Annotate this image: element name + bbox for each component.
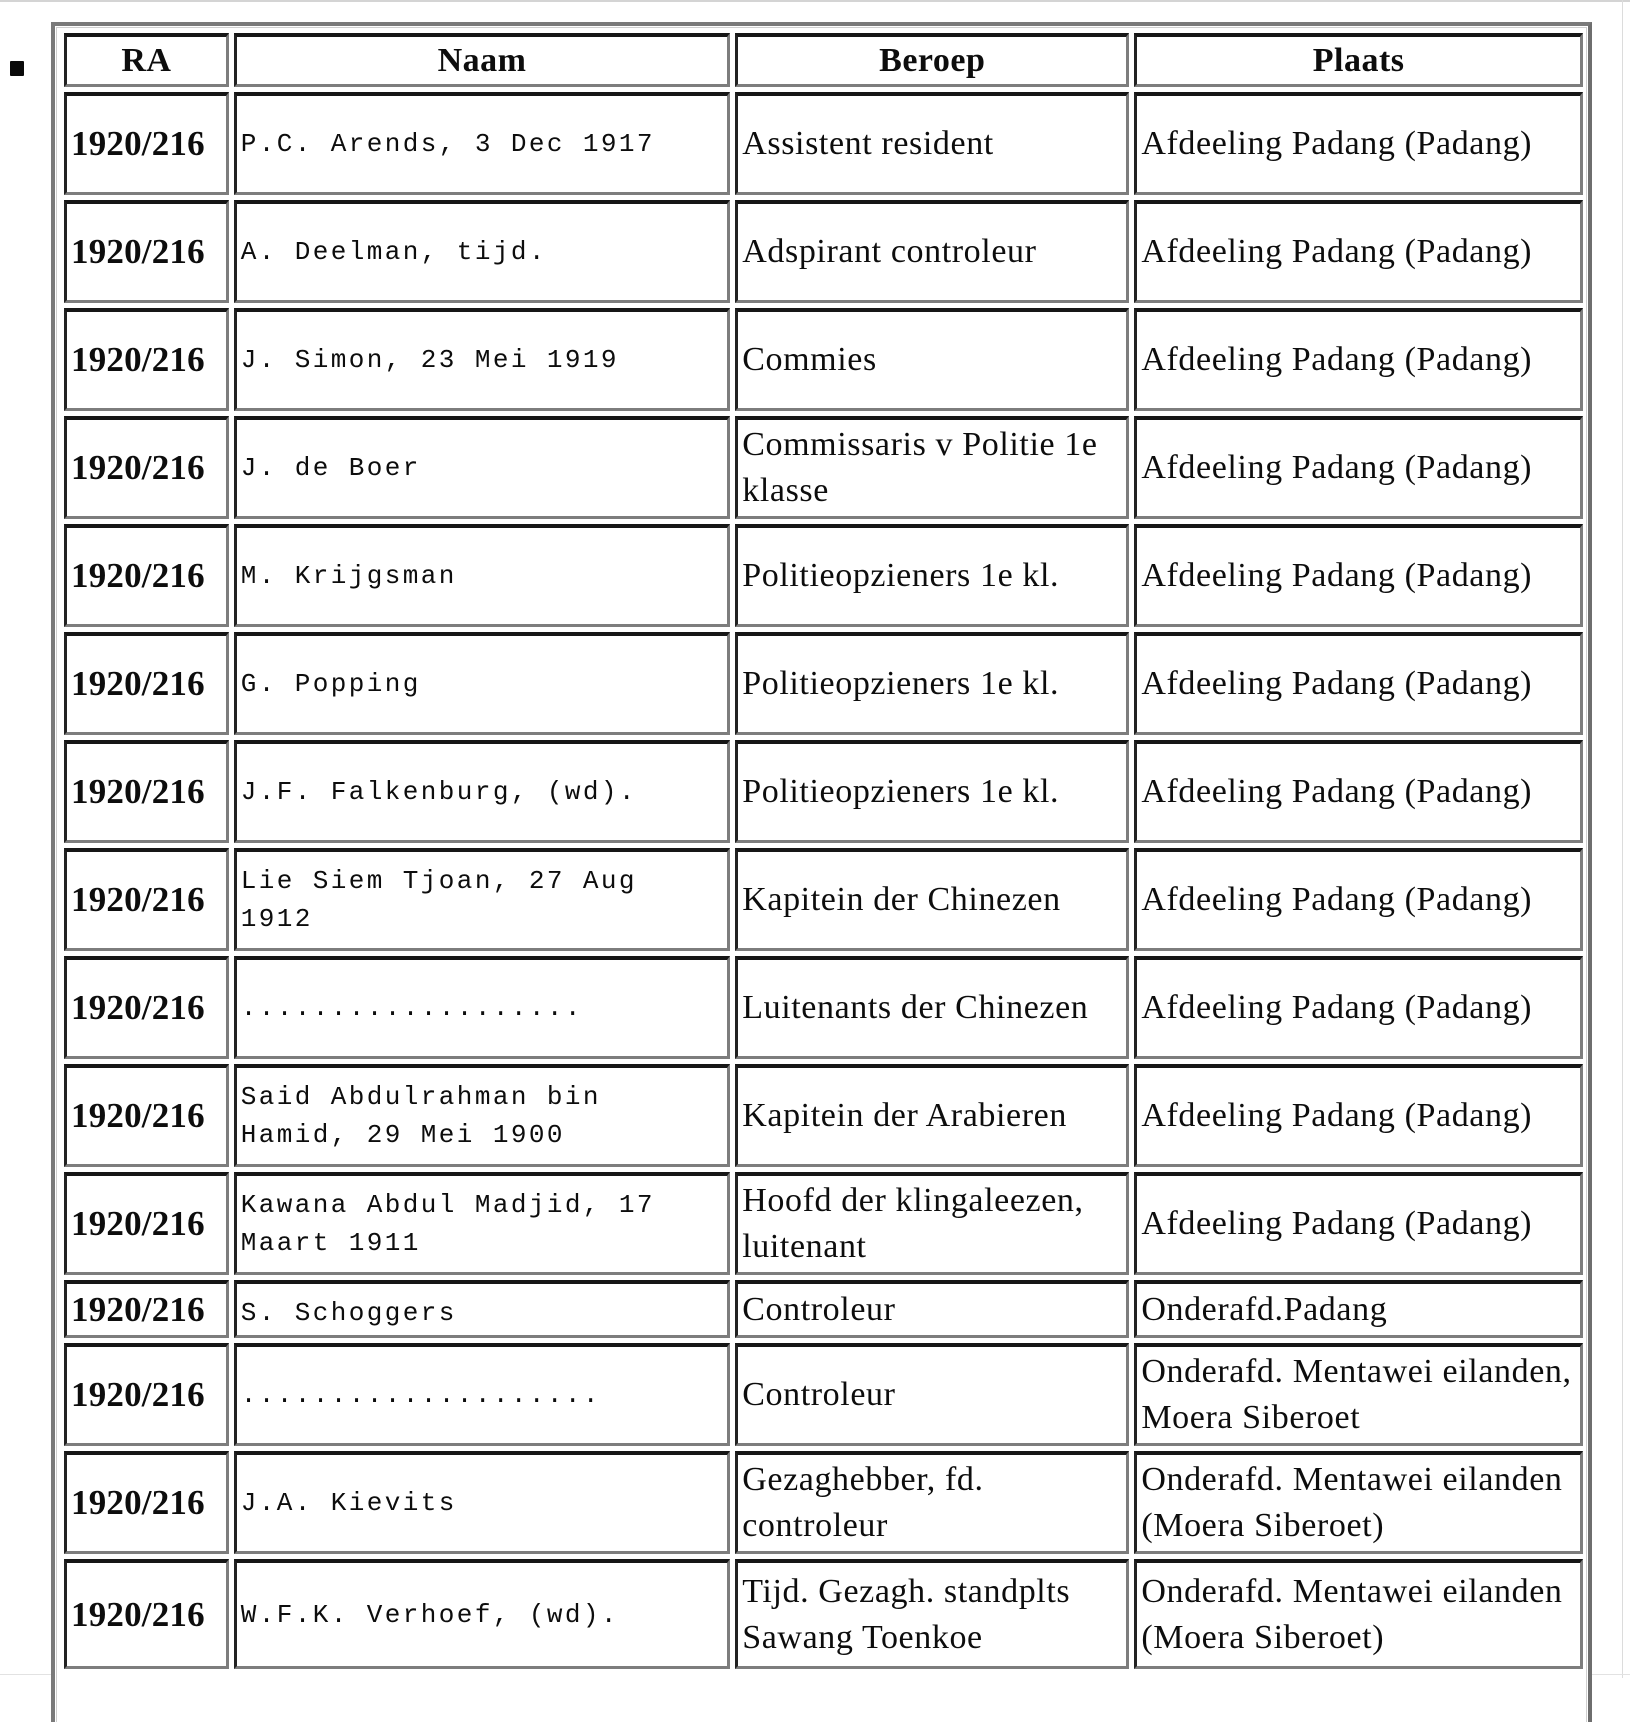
table-row: [64, 1451, 1583, 1554]
table-row: [64, 1280, 1583, 1338]
cell-ra: 1920/216: [64, 848, 229, 951]
cell-ra: 1920/216: [64, 92, 229, 195]
cell-beroep: Politieopzieners 1e kl.: [735, 524, 1129, 627]
table-row: [64, 524, 1583, 627]
cell-beroep: Gezaghebber, fd. controleur: [735, 1451, 1129, 1554]
cell-naam: W.F.K. Verhoef, (wd).: [234, 1559, 730, 1669]
cell-ra: 1920/216: [64, 1343, 229, 1446]
cell-naam: M. Krijgsman: [234, 524, 730, 627]
cell-naam: A. Deelman, tijd.: [234, 200, 730, 303]
table-row: [64, 1064, 1583, 1167]
table-row: [64, 1343, 1583, 1446]
records-table-frame: [51, 22, 1592, 1722]
cell-ra: 1920/216: [64, 1064, 229, 1167]
cell-beroep: Politieopzieners 1e kl.: [735, 740, 1129, 843]
cell-ra: 1920/216: [64, 416, 229, 519]
page-frame-right: [1622, 0, 1623, 1678]
cell-naam: J. de Boer: [234, 416, 730, 519]
cell-ra: 1920/216: [64, 308, 229, 411]
table-row: [64, 1559, 1583, 1669]
cell-naam: Said Abdulrahman bin Hamid, 29 Mei 1900: [234, 1064, 730, 1167]
cell-naam: Kawana Abdul Madjid, 17 Maart 1911: [234, 1172, 730, 1275]
cell-beroep: Commissaris v Politie 1e klasse: [735, 416, 1129, 519]
cell-ra: 1920/216: [64, 1172, 229, 1275]
cell-plaats: Afdeeling Padang (Padang): [1134, 1064, 1583, 1167]
cell-naam: Lie Siem Tjoan, 27 Aug 1912: [234, 848, 730, 951]
table-row: [64, 416, 1583, 519]
cell-ra: 1920/216: [64, 1451, 229, 1554]
cell-naam: ...................: [234, 956, 730, 1059]
cell-plaats: Afdeeling Padang (Padang): [1134, 740, 1583, 843]
header-plaats: Plaats: [1134, 33, 1583, 87]
table-row: [64, 956, 1583, 1059]
cell-naam: J. Simon, 23 Mei 1919: [234, 308, 730, 411]
table-row: [64, 308, 1583, 411]
cell-ra: 1920/216: [64, 1280, 229, 1338]
cell-plaats: Afdeeling Padang (Padang): [1134, 524, 1583, 627]
table-row: [64, 848, 1583, 951]
cell-plaats: Onderafd.Padang: [1134, 1280, 1583, 1338]
cell-plaats: Afdeeling Padang (Padang): [1134, 308, 1583, 411]
cell-plaats: Afdeeling Padang (Padang): [1134, 92, 1583, 195]
cell-plaats: Afdeeling Padang (Padang): [1134, 956, 1583, 1059]
cell-beroep: Adspirant controleur: [735, 200, 1129, 303]
header-beroep: Beroep: [735, 33, 1129, 87]
cell-beroep: Kapitein der Chinezen: [735, 848, 1129, 951]
cell-beroep: Hoofd der klingaleezen, luitenant: [735, 1172, 1129, 1275]
cell-ra: 1920/216: [64, 524, 229, 627]
cell-beroep: Politieopzieners 1e kl.: [735, 632, 1129, 735]
cell-naam: S. Schoggers: [234, 1280, 730, 1338]
cell-beroep: Assistent resident: [735, 92, 1129, 195]
cell-plaats: Afdeeling Padang (Padang): [1134, 632, 1583, 735]
cell-naam: ....................: [234, 1343, 730, 1446]
cell-beroep: Commies: [735, 308, 1129, 411]
cell-plaats: Afdeeling Padang (Padang): [1134, 416, 1583, 519]
table-row: [64, 632, 1583, 735]
header-ra: RA: [64, 33, 229, 87]
cell-beroep: Tijd. Gezagh. standplts Sawang Toenkoe: [735, 1559, 1129, 1669]
cell-ra: 1920/216: [64, 200, 229, 303]
cell-ra: 1920/216: [64, 956, 229, 1059]
header-naam: Naam: [234, 33, 730, 87]
square-bullet-icon: [10, 61, 24, 76]
cell-plaats: Afdeeling Padang (Padang): [1134, 200, 1583, 303]
table-row: [64, 200, 1583, 303]
cell-ra: 1920/216: [64, 740, 229, 843]
cell-plaats: Onderafd. Mentawei eilanden (Moera Siberoet): [1134, 1451, 1583, 1554]
cell-ra: 1920/216: [64, 632, 229, 735]
header-row: [64, 33, 1583, 87]
cell-naam: G. Popping: [234, 632, 730, 735]
cell-ra: 1920/216: [64, 1559, 229, 1669]
cell-naam: J.A. Kievits: [234, 1451, 730, 1554]
table-row: [64, 92, 1583, 195]
cell-plaats: Onderafd. Mentawei eilanden, Moera Siberoet: [1134, 1343, 1583, 1446]
page-frame-top: [0, 0, 1630, 2]
table-row: [64, 1172, 1583, 1275]
cell-naam: P.C. Arends, 3 Dec 1917: [234, 92, 730, 195]
table-row: [64, 740, 1583, 843]
cell-plaats: Afdeeling Padang (Padang): [1134, 848, 1583, 951]
cell-naam: J.F. Falkenburg, (wd).: [234, 740, 730, 843]
cell-beroep: Kapitein der Arabieren: [735, 1064, 1129, 1167]
records-table: [59, 28, 1588, 1674]
cell-plaats: Afdeeling Padang (Padang): [1134, 1172, 1583, 1275]
cell-beroep: Controleur: [735, 1280, 1129, 1338]
cell-plaats: Onderafd. Mentawei eilanden (Moera Siberoet): [1134, 1559, 1583, 1669]
cell-beroep: Luitenants der Chinezen: [735, 956, 1129, 1059]
cell-beroep: Controleur: [735, 1343, 1129, 1446]
